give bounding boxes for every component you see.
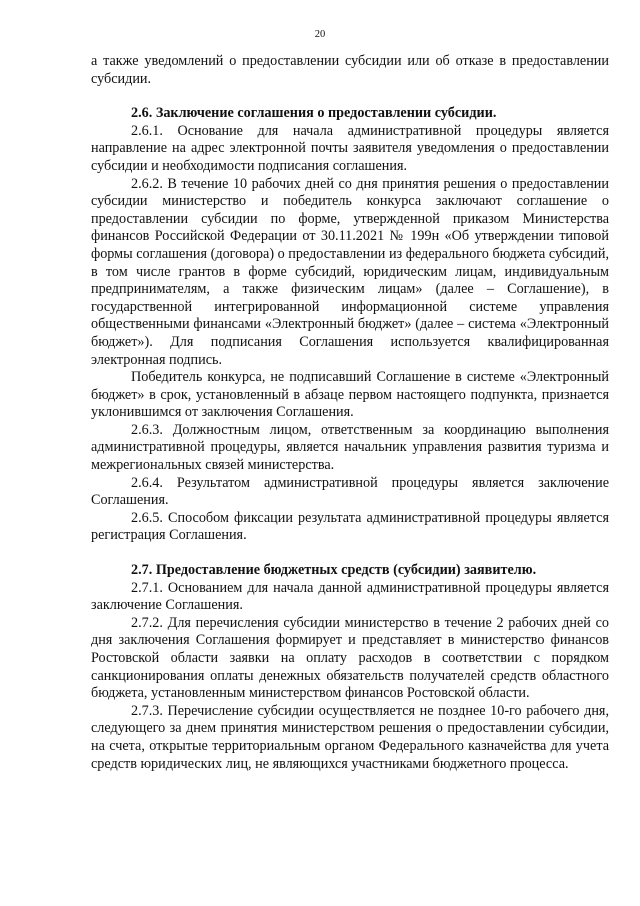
paragraph-2-6-5: 2.6.5. Способом фиксации результата административной процедуры является регистрация Соглашения. [91,509,609,544]
paragraph-2-7-2: 2.7.2. Для перечисления субсидии министерство в течение 2 рабочих дней со дня заключения Соглашения формирует и представляет в министерство финансов Ростовской области заявки на оплату расходов в соответствии с порядком санкционирования оплаты денежных обязательств получателей средств областного бюджета, установленным министерством финансов Ростовской области. [91,614,609,702]
paragraph-2-6-4: 2.6.4. Результатом административной процедуры является заключение Соглашения. [91,474,609,509]
paragraph-2-6-3: 2.6.3. Должностным лицом, ответственным за координацию выполнения административной процедуры, является начальник управления развития туризма и межрегиональных связей министерства. [91,421,609,474]
section-heading-2-7: 2.7. Предоставление бюджетных средств (субсидии) заявителю. [131,562,537,579]
paragraph: а также уведомлений о предоставлении субсидии или об отказе в предоставлении субсидии. [91,53,609,87]
page-number: 20 [314,29,326,40]
section-heading-2-6: 2.6. Заключение соглашения о предоставлении субсидии. [131,105,497,122]
paragraph-2-6-1: 2.6.1. Основание для начала административной процедуры является направление на адрес электронной почты заявителя уведомления о предоставлении субсидии и необходимости подписания соглашения. [91,122,609,174]
paragraph-2-7-3: 2.7.3. Перечисление субсидии осуществляется не позднее 10-го рабочего дня, следующего за днем принятия министерством решения о предоставлении субсидии, на счета, открытые территориальным органом Федерального казначейства для учета средств юридических лиц, не являющихся участниками бюджетного процесса. [91,702,609,772]
paragraph-2-7-1: 2.7.1. Основанием для начала данной административной процедуры является заключение Соглашения. [91,579,609,614]
paragraph: Победитель конкурса, не подписавший Соглашение в системе «Электронный бюджет» в срок, установленный в абзаце первом настоящего подпункта, признается уклонившимся от заключения Соглашения. [91,369,609,421]
document-body [91,53,609,773]
paragraph-2-6-2: 2.6.2. В течение 10 рабочих дней со дня принятия решения о предоставлении субсидии министерство и победитель конкурса заключают соглашение о предоставлении субсидии по форме, утвержденной приказом Министерства финансов Российской Федерации от 30.11.2021 № 199н «Об утверждении типовой формы соглашения (договора) о предоставлении из федерального бюджета субсидий, в том числе грантов в форме субсидий, юридическим лицам, индивидуальным предпринимателям, а также физическим лицам» (далее – Соглашение), в государственной интегрированной информационной системе управления общественными финансами «Электронный бюджет» (далее – система «Электронный бюджет»). Для подписания Соглашения используется квалифицированная электронная подпись. [91,175,609,368]
